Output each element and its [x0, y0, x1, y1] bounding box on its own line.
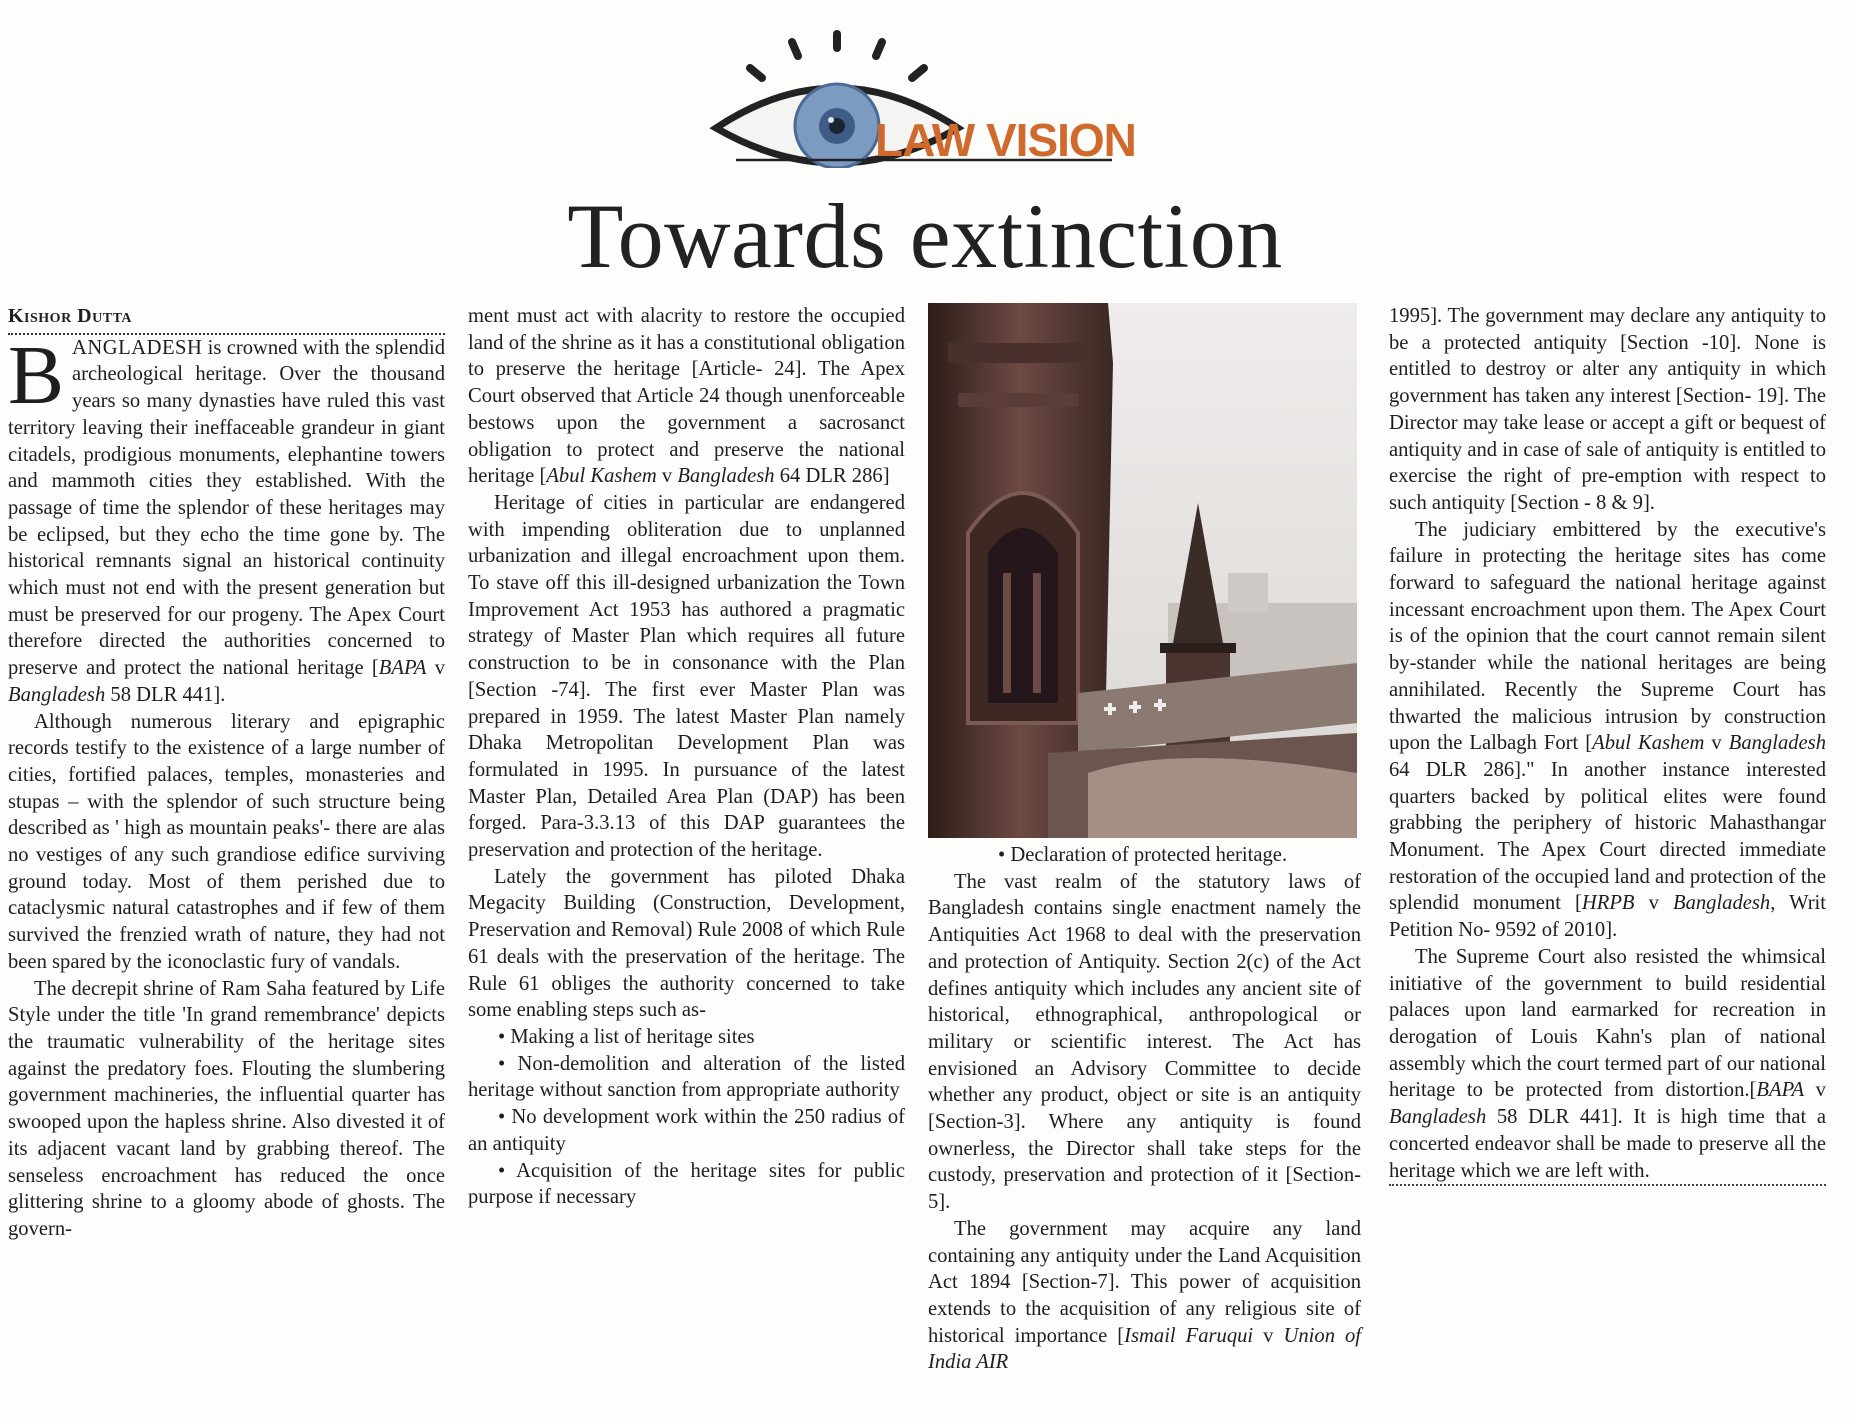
- citation: Bangladesh: [1672, 892, 1771, 915]
- citation-v: v: [1804, 1079, 1826, 1102]
- paragraph: Although numerous literary and epigraphic records testify to the existence of a large number of cities, fortified palaces, temples, monasteries and stupas – with the splendor of such structure being described as ' high as mountain peaks'- there are alas no vestiges of any such grandiose edifice surviving ground today. Most of them perished due to cataclysmic natural catastrophes and if few of them survived the frenzied wrath of nature, they had not been spared by the iconoclastic fury of vandals.: [8, 710, 445, 973]
- paragraph-text: is crowned with the splendid archeological heritage. Over the thousand years so many dynasties have ruled this vast territory leaving their ineffaceable grandeur in giant citadels, prodigious monuments, elephantine towers and mammoth cities they established. With the passage of time the splendor of these heritages may be eclipsed, but they echo the time gone by. The historical remnants signal an historical continuity which must not end with the present generation but must be preserved for our progeny. The Apex Court therefore directed the authorities concerned to preserve and protect the national heritage [: [8, 336, 445, 680]
- paragraph-text: 64 DLR 286]: [774, 465, 890, 488]
- photo-caption: • Declaration of protected heritage.: [998, 844, 1288, 866]
- drop-cap: B: [8, 328, 65, 422]
- paragraph-text: 64 DLR 286]." In another instance interested quarters backed by political elites were found grabbing the periphery of historic Mahasthangar Monument. The Apex Court directed immediate restoration of the occupied land and protection of the splendid monument [: [1389, 758, 1826, 915]
- law-vision-logo: [700, 28, 1160, 168]
- paragraph: [928, 1216, 1361, 1376]
- article-column-3: [928, 842, 1361, 1376]
- paragraph: Heritage of cities in particular are endangered with impending obliteration due to unplanned urbanization and illegal encroachment upon them. To stave off this ill-designed urbanization the Town Improvement Act 1953 has authored a pragmatic strategy of Master Plan which requires all future construction to be in consonance with the Plan [Section -74]. The first ever Master Plan was prepared in 1959. The latest Master Plan namely Dhaka Metropolitan Development Plan was formulated in 1995. In pursuance of the latest Master Plan, Detailed Area Plan (DAP) has been forged. Para-3.3.13 of this DAP guarantees the preservation and protection of the heritage.: [468, 491, 905, 862]
- list-item: • Acquisition of the heritage sites for public purpose if necessary: [468, 1159, 905, 1209]
- paragraph: The vast realm of the statutory laws of Bangladesh contains single enactment namely the Antiquities Act 1968 to deal with the preservation and protection of Antiquity. Section 2(c) of the Act defines antiquity which includes any ancient site of historical, ethnographical, anthropological or military or scientific interest. The Act has envisioned an Advisory Committee to decide whether any product, object or site is an antiquity [Section-3]. Where any antiquity is found ownerless, the Director shall take steps for the custody, preservation and protection of it [Section-5].: [928, 870, 1361, 1214]
- paragraph: [1389, 517, 1826, 944]
- byline: Kishor Dutta: [8, 303, 445, 335]
- paragraph-text: The Supreme Court also resisted the whimsical initiative of the government to build residential palaces upon land earmarked for recreation in derogation of Louis Kahn's plan of national assembly which the court termed part of our national heritage to be protected from distortion.[: [1389, 945, 1826, 1102]
- citation: BAPA: [1756, 1079, 1805, 1102]
- citation: Bangladesh: [677, 465, 775, 488]
- ruined-building-illustration: [928, 303, 1357, 838]
- article-column-4: [1389, 303, 1826, 1186]
- paragraph-text: The judiciary embittered by the executive's failure in protecting the heritage sites has come forward to safeguard the national heritage against incessant encroachment upon them. The Apex Court is of the opinion that the court cannot remain silent by-stander while the national heritages are being annihilated. Recently the Supreme Court has thwarted the malicious intrusion by construction upon the Lalbagh Fort [: [1389, 518, 1826, 755]
- paragraph-text: 58 DLR 441].: [105, 683, 226, 706]
- article-column-2: [468, 303, 905, 1211]
- citation: Union of India AIR: [928, 1324, 1362, 1374]
- citation: BAPA: [378, 657, 427, 680]
- citation-v: v: [656, 465, 678, 488]
- list-item: • No development work within the 250 radius of an antiquity: [468, 1106, 905, 1155]
- paragraph: [1389, 944, 1826, 1186]
- paragraph: 1995]. The government may declare any antiquity to be a protected antiquity [Section -10]. None is entitled to destroy or alter any antiquity in which government has taken any interest [Section- 19]. The Director may take lease or accept a gift or bequest of antiquity and in case of sale of antiquity is entitled to exercise the right of pre-emption with respect to such antiquity [Section - 8 & 9].: [1389, 305, 1826, 514]
- paragraph: [468, 303, 905, 490]
- citation-v: v: [1704, 732, 1729, 755]
- page-title: Towards extinction: [567, 185, 1283, 287]
- list-item: • Non-demolition and alteration of the listed heritage without sanction from appropriate authority: [468, 1052, 905, 1102]
- eye-icon: [700, 28, 1160, 168]
- citation-v: v: [1634, 892, 1673, 915]
- citation: Bangladesh: [8, 683, 106, 706]
- citation: Abul Kashem: [546, 465, 657, 488]
- article-column-1: [8, 303, 445, 1243]
- paragraph-text: The government may acquire any land containing any antiquity under the Land Acquisition Act 1894 [Section-7]. This power of acquisition extends to the acquisition of any religious site of historical importance [: [928, 1217, 1361, 1347]
- paragraph-text: , Writ Petition No- 9592 of 2010].: [1389, 892, 1827, 942]
- lead-caps: ANGLADESH: [72, 336, 203, 359]
- citation: Bangladesh: [1389, 1106, 1487, 1129]
- citation-v: v: [1253, 1324, 1284, 1347]
- citation-v: v: [426, 657, 445, 680]
- citation: Bangladesh: [1728, 732, 1826, 755]
- paragraph: The decrepit shrine of Ram Saha featured by Life Style under the title 'In grand remembrance' depicts the traumatic vulnerability of the heritage sites against the predatory foes. Flouting the slumbering government machineries, the influential quarter has swooped upon the hapless shrine. Also divested it of its adjacent vacant land by grabbing thereof. The senseless encroachment has reduced the once glittering shrine to a gloomy abode of ghosts. The govern-: [8, 977, 445, 1240]
- paragraph: Lately the government has piloted Dhaka Megacity Building (Construction, Development, Preservation and Removal) Rule 2008 of which Rule 61 deals with the preservation of the heritage. The Rule 61 obliges the authority concerned to take some enabling steps such as-: [468, 865, 905, 1022]
- list-item: • Making a list of heritage sites: [498, 1025, 755, 1048]
- citation: Abul Kashem: [1592, 732, 1705, 755]
- paragraph: [8, 328, 445, 709]
- paragraph-text: ment must act with alacrity to restore the occupied land of the shrine as it has a constitutional obligation to preserve the heritage [Article- 24]. The Apex Court observed that Article 24 though unenforceable bestows upon the government a sacrosanct obligation to protect and preserve the national heritage [: [468, 305, 905, 488]
- paragraph-text: 58 DLR 441]. It is high time that a concerted endeavor shall be made to preserve all the heritage which we are left with.: [1389, 1106, 1826, 1182]
- heritage-photo: [928, 303, 1357, 838]
- citation: HRPB: [1581, 892, 1635, 915]
- brand-text: LAW VISION: [875, 114, 1136, 166]
- citation: Ismail Faruqui: [1124, 1324, 1254, 1347]
